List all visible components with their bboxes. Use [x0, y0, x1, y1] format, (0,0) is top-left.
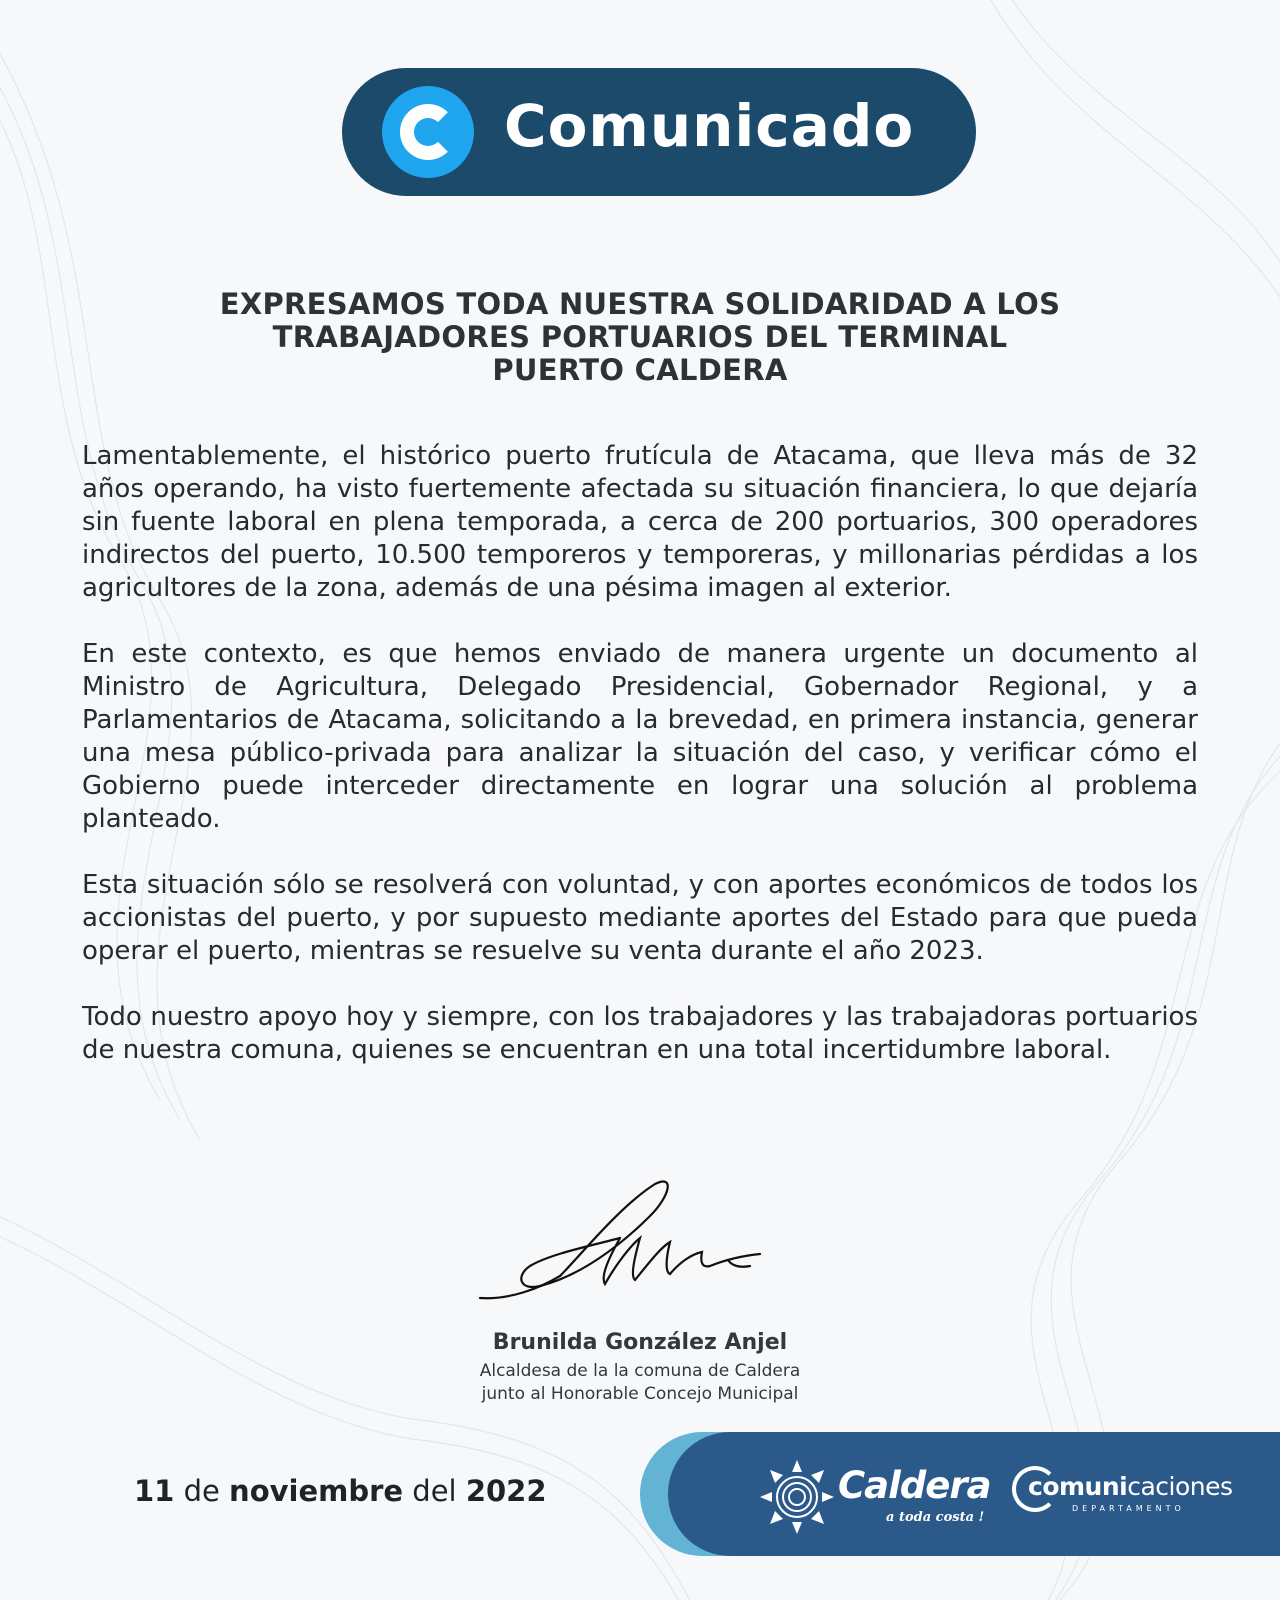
comunicaciones-logo	[1012, 1464, 1238, 1528]
date-day: 11	[134, 1474, 175, 1508]
paragraph-3: Esta situación sólo se resolverá con voluntad, y con aportes económicos de todos los accionistas del puerto, y por supuesto mediante aportes del Estado para que pueda operar el puerto, mientras se resuelve su venta durante el año 2023.	[82, 870, 1198, 966]
comunicaciones-word-bold: comuni	[1028, 1472, 1128, 1501]
date-line	[134, 1474, 547, 1508]
date-sep-1: de	[183, 1474, 220, 1508]
comunicaciones-wordmark	[1028, 1472, 1233, 1501]
signatory-role-line-1: Alcaldesa de la la comuna de Caldera	[479, 1361, 801, 1381]
handwritten-signature	[470, 1176, 800, 1326]
caldera-logo-tagline: a toda costa !	[886, 1510, 985, 1525]
signatory-role	[420, 1360, 860, 1406]
headline	[120, 288, 1160, 387]
paragraph-4: Todo nuestro apoyo hoy y siempre, con los trabajadores y las trabajadoras portuarios de nuestra comuna, quienes se encuentran en una total incertidumbre laboral.	[82, 1002, 1198, 1065]
sun-icon	[758, 1458, 836, 1536]
banner-title: Comunicado	[504, 92, 915, 160]
paragraph-2: En este contexto, es que hemos enviado de manera urgente un documento al Ministro de Agricultura, Delegado Presidencial, Gobernador Regional, y a Parlamentarios de Atacama, solicitando a la brevedad, en primera instancia, generar una mesa público-privada para analizar la situación del caso, y verificar cómo el Gobierno puede interceder directamente en lograr una solución al problema planteado.	[82, 639, 1198, 834]
headline-line-3: PUERTO CALDERA	[492, 353, 788, 387]
headline-line-2: TRABAJADORES PORTUARIOS DEL TERMINAL	[272, 320, 1008, 354]
date-sep-2: del	[412, 1474, 457, 1508]
date-month: noviembre	[229, 1474, 404, 1508]
c-circle-icon	[382, 86, 474, 178]
caldera-logo	[758, 1458, 990, 1538]
statement-body	[82, 440, 1198, 1100]
comunicaciones-word-rest: caciones	[1127, 1472, 1233, 1501]
date-year: 2022	[465, 1474, 547, 1508]
caldera-logo-name: Caldera	[838, 1464, 991, 1507]
comunicaciones-subtitle: DEPARTAMENTO	[1072, 1504, 1185, 1513]
headline-line-1: EXPRESAMOS TODA NUESTRA SOLIDARIDAD A LOS	[219, 287, 1061, 321]
signatory-role-line-2: junto al Honorable Concejo Municipal	[481, 1384, 799, 1404]
signatory-name: Brunilda González Anjel	[492, 1330, 788, 1355]
paragraph-1: Lamentablemente, el histórico puerto frutícula de Atacama, que lleva más de 32 años operando, ha visto fuertemente afectada su situación financiera, lo que dejaría sin fuente laboral en plena temporada, a cerca de 200 portuarios, 300 operadores indirectos del puerto, 10.500 temporeros y temporeras, y millonarias pérdidas a los agricultores de la zona, además de una pésima imagen al exterior.	[82, 441, 1198, 603]
comunicado-banner	[342, 68, 976, 196]
